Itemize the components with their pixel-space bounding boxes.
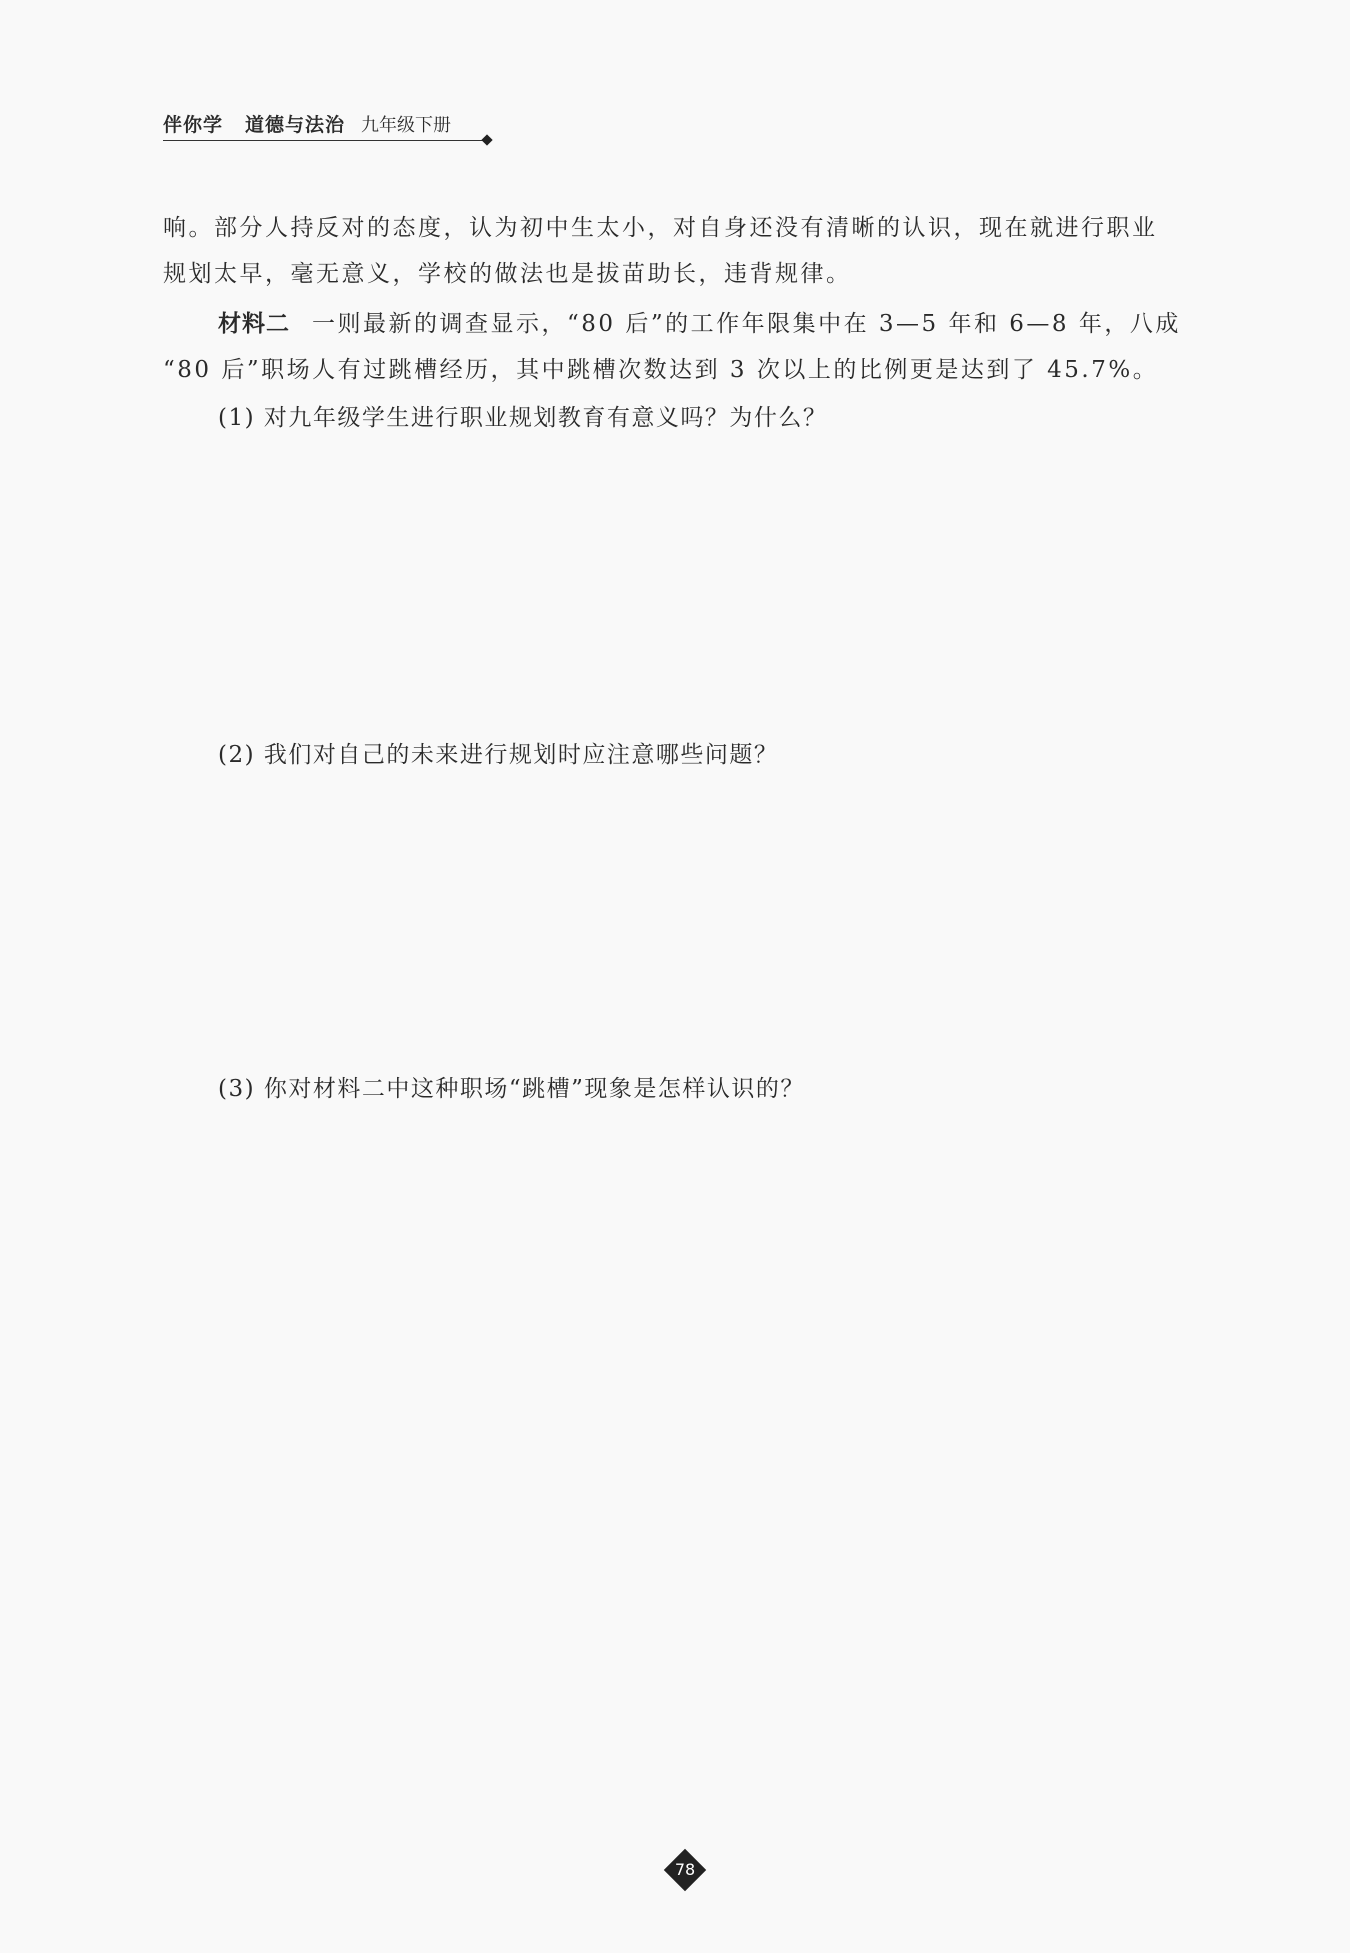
header-grade: 九年级下册: [361, 115, 452, 136]
paragraph-continued: [163, 205, 1213, 297]
header-diamond-icon: [481, 134, 492, 145]
question-3: (3) 你对材料二中这种职场“跳槽”现象是怎样认识的？: [218, 1076, 805, 1102]
question-1: (1) 对九年级学生进行职业规划教育有意义吗？为什么？: [218, 405, 828, 431]
page-number: 78: [674, 1860, 696, 1879]
material-two-paragraph: [163, 301, 1213, 393]
header-rule: [163, 140, 485, 141]
paragraph-line: 规划太早，毫无意义，学校的做法也是拔苗助长，违背规律。: [163, 261, 852, 287]
paragraph-line: [163, 301, 1213, 347]
page-number-badge: [663, 1848, 707, 1892]
material-label: 材料二: [218, 311, 290, 337]
paragraph-line: “80 后”职场人有过跳槽经历，其中跳槽次数达到 3 次以上的比例更是达到了 45.7%。: [163, 357, 1159, 383]
paragraph-line: 响。部分人持反对的态度，认为初中生太小，对自身还没有清晰的认识，现在就进行职业: [163, 215, 1158, 241]
header-subject: 道德与法治: [245, 114, 346, 136]
question-2: (2) 我们对自己的未来进行规划时应注意哪些问题？: [218, 742, 779, 768]
material-text: 一则最新的调查显示，“80 后”的工作年限集中在 3—5 年和 6—8 年，八成: [312, 311, 1181, 337]
header-book-title: 伴你学: [163, 114, 224, 136]
running-header: [163, 112, 493, 142]
